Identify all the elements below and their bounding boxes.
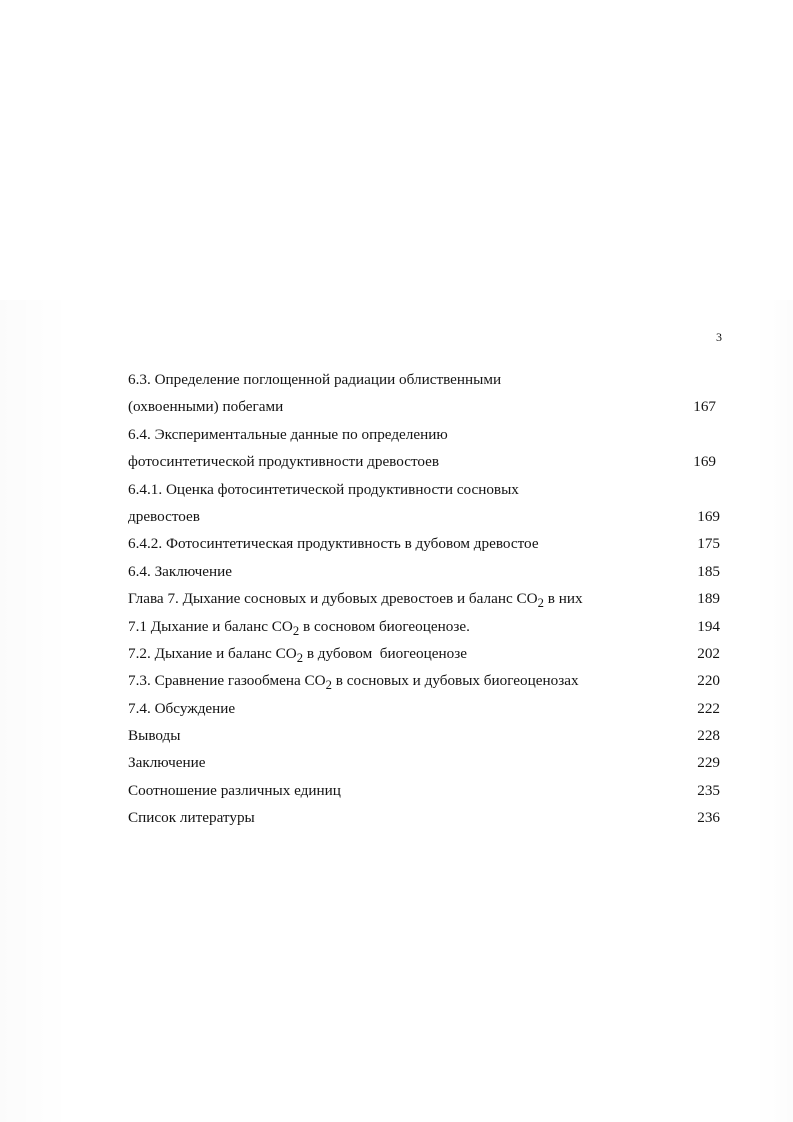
toc-entry-7-4 [128,695,720,722]
toc-entry-page: 169 [693,453,716,471]
toc-entry-page: 202 [697,644,720,662]
toc-entry-chapter-7 [128,585,720,612]
toc-entry-page: 194 [697,617,720,635]
toc-entry-6-3-line1 [128,366,720,393]
toc-entry-text: 7.4. Обсуждение [128,699,236,717]
toc-entry-text: фотосинтетической продуктивности древостоев [128,453,440,471]
toc-entry-text: 7.2. Дыхание и баланс $CO_2$ в дубовом биогеоценозе [128,644,467,665]
toc-entry-page: 222 [697,699,720,717]
table-of-contents [128,366,720,832]
toc-entry-page: 220 [697,672,720,690]
toc-entry-text: 6.3. Определение поглощенной радиации облиственными [128,371,502,388]
toc-entry-conclusions [128,722,720,749]
toc-entry-text: 6.4. Экспериментальные данные по определению [128,425,448,443]
toc-entry-text: Список литературы [128,809,255,827]
toc-entry-text: (охвоенными) побегами [128,398,284,416]
toc-entry-6-4-1-line2 [128,503,720,530]
toc-entry-text: 6.4. Заключение [128,562,233,580]
toc-entry-page: 236 [697,809,720,827]
toc-entry-text: Заключение [128,754,206,772]
toc-entry-page: 185 [697,562,720,580]
scan-shadow-right [753,300,793,1122]
toc-entry-7-2 [128,640,720,667]
toc-entry-page: 228 [697,727,720,745]
toc-entry-page: 229 [697,754,720,772]
toc-entry-text: Выводы [128,727,181,745]
toc-entry-7-1 [128,613,720,640]
toc-entry-page: 175 [697,535,720,553]
page-number: 3 [716,330,722,344]
toc-entry-page: 167 [693,398,716,416]
toc-entry-6-3-line2 [128,393,720,420]
scan-shadow-left [0,300,70,1122]
toc-entry-6-4-line2 [128,448,720,475]
toc-entry-text: Глава 7. Дыхание сосновых и дубовых древостоев и баланс $CO_2$ в них [128,590,583,611]
toc-entry-6-4-2 [128,530,720,557]
toc-entry-references [128,804,720,831]
toc-entry-units [128,777,720,804]
toc-entry-text: древостоев [128,507,200,525]
toc-entry-text: 6.4.1. Оценка фотосинтетической продуктивности сосновых [128,480,519,498]
toc-entry-page: 169 [697,507,720,525]
toc-entry-7-3 [128,667,720,694]
toc-entry-6-4-line1 [128,421,720,448]
toc-entry-summary [128,749,720,776]
toc-entry-text: 7.1 Дыхание и баланс $CO_2$ в сосновом биогеоценозе. [128,617,470,638]
toc-entry-6-4-1-line1 [128,476,720,503]
toc-entry-text: Соотношение различных единиц [128,781,341,799]
toc-entry-text: 6.4.2. Фотосинтетическая продуктивность в дубовом древостое [128,535,539,553]
toc-entry-text: 7.3. Сравнение газообмена $CO_2$ в сосновых и дубовых биогеоценозах [128,672,579,693]
toc-entry-page: 189 [697,590,720,608]
toc-entry-page: 235 [697,781,720,799]
toc-entry-6-4-conclusion [128,558,720,585]
